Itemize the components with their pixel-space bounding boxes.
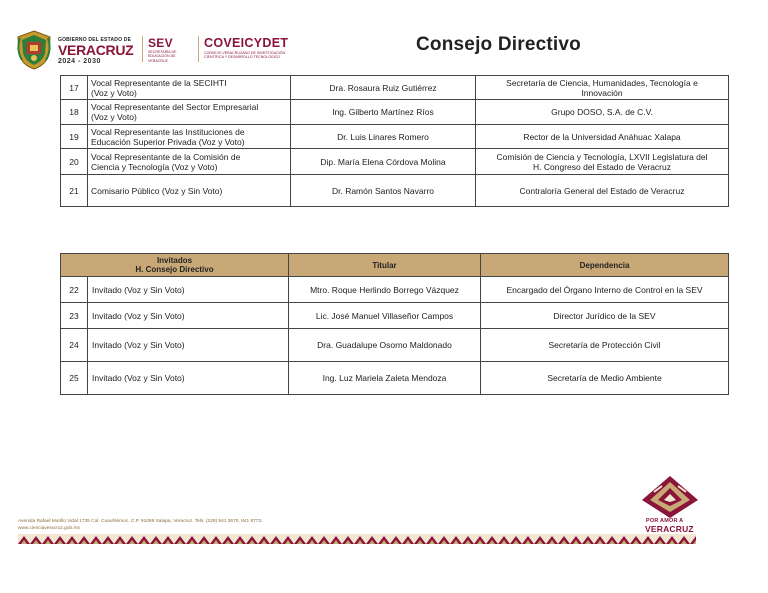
row-number: 21 (61, 175, 88, 207)
coveicydet-name: COVEICYDET (204, 36, 289, 50)
por-amor-a-veracruz-logo-icon (640, 474, 700, 520)
member-role: Invitado (Voz y Sin Voto) (88, 329, 289, 362)
table-row (61, 100, 729, 125)
page-header (14, 28, 754, 74)
row-number: 25 (61, 362, 88, 395)
coveicydet-logo (204, 37, 300, 60)
sev-subtitle: SECRETARÍA DE EDUCACIÓN DE VERACRUZ (148, 50, 177, 63)
row-number: 23 (61, 303, 88, 329)
table-row (61, 277, 729, 303)
member-titular: Lic. José Manuel Villaseñor Campos (289, 303, 481, 329)
member-dependencia: Secretaría de Ciencia, Humanidades, Tecnología e Innovación (476, 76, 729, 100)
member-role: Vocal Representante las Instituciones de Educación Superior Privada (Voz y Voto) (88, 125, 291, 149)
address-line: Avenida Rafael Murillo Vidal 1735 Col. Cuauhtémoc. C.P. 91069 Xalapa, Veracruz. Tels. (228) 841 3670, 841 8773. (18, 519, 263, 524)
sev-logo (148, 37, 194, 63)
member-dependencia: Encargado del Órgano Interno de Control en la SEV (481, 277, 729, 303)
member-titular: Dra. Rosaura Ruiz Gutiérrez (291, 76, 476, 100)
slogan-big: VERACRUZ (645, 524, 694, 534)
member-titular: Dip. María Elena Córdova Molina (291, 149, 476, 175)
member-dependencia: Contraloría General del Estado de Veracruz (476, 175, 729, 207)
member-dependencia: Secretaría de Protección Civil (481, 329, 729, 362)
member-role: Invitado (Voz y Sin Voto) (88, 303, 289, 329)
member-role: Vocal Representante del Sector Empresarial (Voz y Voto) (88, 100, 291, 125)
council-members-table (60, 75, 729, 207)
row-number: 24 (61, 329, 88, 362)
table-row (61, 303, 729, 329)
table-row (61, 76, 729, 100)
table-row (61, 329, 729, 362)
member-role: Invitado (Voz y Sin Voto) (88, 277, 289, 303)
sev-name: SEV (148, 36, 173, 50)
table-row (61, 175, 729, 207)
row-number: 17 (61, 76, 88, 100)
footer-address (18, 519, 262, 532)
row-number: 20 (61, 149, 88, 175)
header-titular: Titular (289, 254, 481, 277)
gov-years: 2024 - 2030 (58, 58, 101, 65)
member-titular: Ing. Gilberto Martínez Ríos (291, 100, 476, 125)
website-link[interactable]: www.cienciaveracruz.gob.mx (18, 525, 80, 531)
member-titular: Dr. Ramón Santos Navarro (291, 175, 476, 207)
member-dependencia: Rector de la Universidad Anáhuac Xalapa (476, 125, 729, 149)
slogan-small: POR AMOR A (646, 518, 684, 524)
gov-veracruz-logo (58, 37, 144, 65)
member-role: Invitado (Voz y Sin Voto) (88, 362, 289, 395)
member-titular: Dr. Luis Linares Romero (291, 125, 476, 149)
header-invitados: Invitados H. Consejo Directivo (61, 254, 289, 277)
table-header-row (61, 254, 729, 277)
member-dependencia: Director Jurídico de la SEV (481, 303, 729, 329)
veracruz-seal-icon (16, 30, 52, 70)
decorative-pattern-band (18, 534, 696, 544)
member-titular: Dra. Guadalupe Osorno Maldonado (289, 329, 481, 362)
page-title: Consejo Directivo (416, 34, 581, 55)
member-role: Vocal Representante de la Comisión de Ciencia y Tecnología (Voz y Voto) (88, 149, 291, 175)
coveicydet-subtitle: CONSEJO VERACRUZANO DE INVESTIGACIÓN CIENTÍFICA Y DESARROLLO TECNOLÓGICO (204, 51, 286, 60)
member-dependencia: Grupo DOSO, S.A. de C.V. (476, 100, 729, 125)
table-row (61, 362, 729, 395)
table-row (61, 149, 729, 175)
gov-small-text: GOBIERNO DEL ESTADO DE (58, 37, 132, 43)
row-number: 22 (61, 277, 88, 303)
member-titular: Mtro. Roque Herlindo Borrego Vázquez (289, 277, 481, 303)
table-row (61, 125, 729, 149)
member-role: Vocal Representante de la SECIHTI (Voz y Voto) (88, 76, 291, 100)
row-number: 18 (61, 100, 88, 125)
header-divider (142, 36, 143, 62)
member-dependencia: Secretaría de Medio Ambiente (481, 362, 729, 395)
header-dependencia: Dependencia (481, 254, 729, 277)
gov-name: VERACRUZ (58, 42, 134, 58)
member-titular: Ing. Luz Mariela Zaleta Mendoza (289, 362, 481, 395)
member-dependencia: Comisión de Ciencia y Tecnología, LXVII Legislatura del H. Congreso del Estado de Veracruz (476, 149, 729, 175)
header-divider (198, 36, 199, 62)
row-number: 19 (61, 125, 88, 149)
member-role: Comisario Público (Voz y Sin Voto) (88, 175, 291, 207)
invited-members-table (60, 253, 729, 395)
